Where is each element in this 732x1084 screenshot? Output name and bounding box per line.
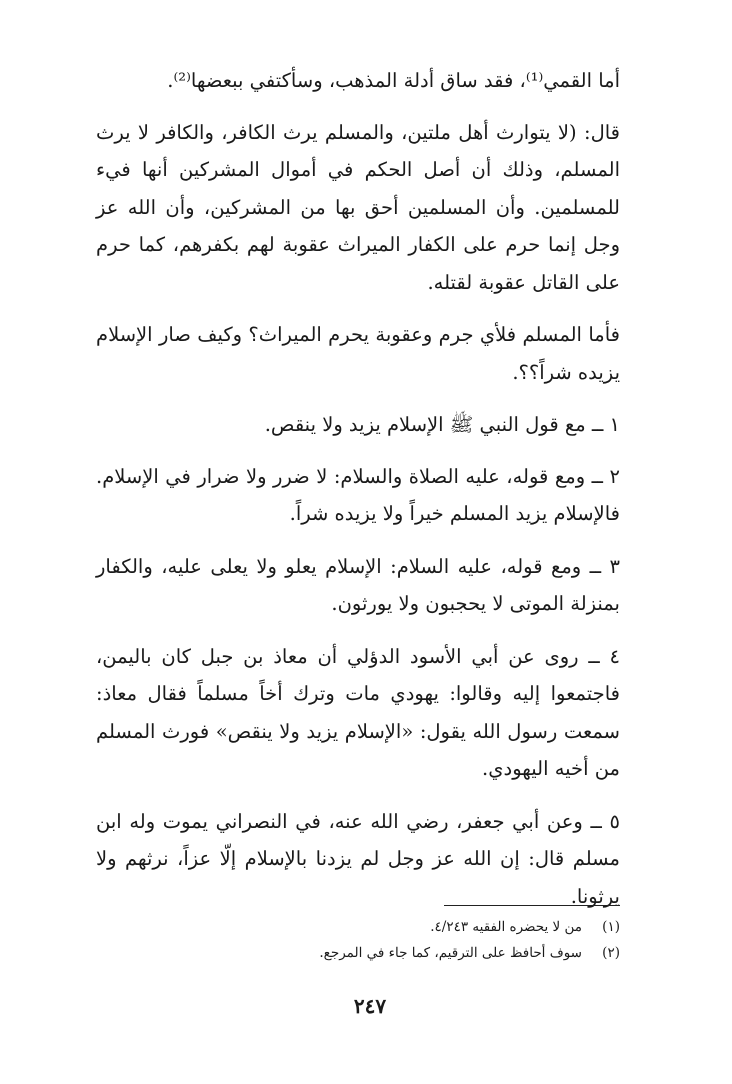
footnote-divider <box>444 905 620 906</box>
paragraph-point-4: ٤ ــ روى عن أبي الأسود الدؤلي أن معاذ بن جبل كان باليمن، فاجتمعوا إليه وقالوا: يهودي مات وترك أخاً مسلماً فقال معاذ: سمعت رسول الله يقول: «الإسلام يزيد ولا ينقص» فورث المسلم من أخيه اليهودي. <box>96 644 620 780</box>
paragraph-point-5: ٥ ــ وعن أبي جعفر، رضي الله عنه، في النصراني يموت وله ابن مسلم قال: إن الله عز وجل لم يزدنا بالإسلام إلّا عزاً، نرثهم ولا يرثونا. <box>96 809 620 908</box>
footnote-text: سوف أحافظ على الترقيم، كما جاء في المرجع. <box>319 945 582 961</box>
footnote-1 <box>300 914 620 940</box>
paragraph-point-3: ٣ ــ ومع قوله، عليه السلام: الإسلام يعلو ولا يعلى عليه، والكفار بمنزلة الموتى لا يحجبون ولا يورثون. <box>96 554 620 615</box>
footnote-2 <box>300 940 620 966</box>
footnotes <box>300 914 620 966</box>
page-number: ٢٤٧ <box>353 994 387 1018</box>
page-body <box>96 62 620 930</box>
paragraph-point-2: ٢ ــ ومع قوله، عليه الصلاة والسلام: لا ضرر ولا ضرار في الإسلام. فالإسلام يزيد المسلم خيراً ولا يزيده شراً. <box>96 464 620 525</box>
footnote-number: (٢) <box>602 945 620 961</box>
footnote-text: من لا يحضره الفقيه ٤/٢٤٣. <box>430 919 582 935</box>
paragraph-question: فأما المسلم فلأي جرم وعقوبة يحرم الميراث؟ وكيف صار الإسلام يزيده شراً؟؟. <box>96 323 620 384</box>
paragraph-quote: قال: (لا يتوارث أهل ملتين، والمسلم يرث الكافر، والكافر لا يرث المسلم، وذلك أن أصل الحكم في أموال المشركين أنها فيء للمسلمين. وأن المسلمين أحق بها من المشركين، وأن الله عز وجل إنما حرم على الكفار الميراث عقوبة لهم بكفرهم، كما حرم على القاتل عقوبة لقتله. <box>96 120 620 294</box>
paragraph-point-1: ١ ــ مع قول النبي ﷺ الإسلام يزيد ولا ينقص. <box>264 413 620 436</box>
footnote-number: (١) <box>602 919 620 935</box>
paragraph-qummi: أما القمي⁽¹⁾، فقد ساق أدلة المذهب، وسأكتفي ببعضها⁽²⁾. <box>167 69 620 92</box>
